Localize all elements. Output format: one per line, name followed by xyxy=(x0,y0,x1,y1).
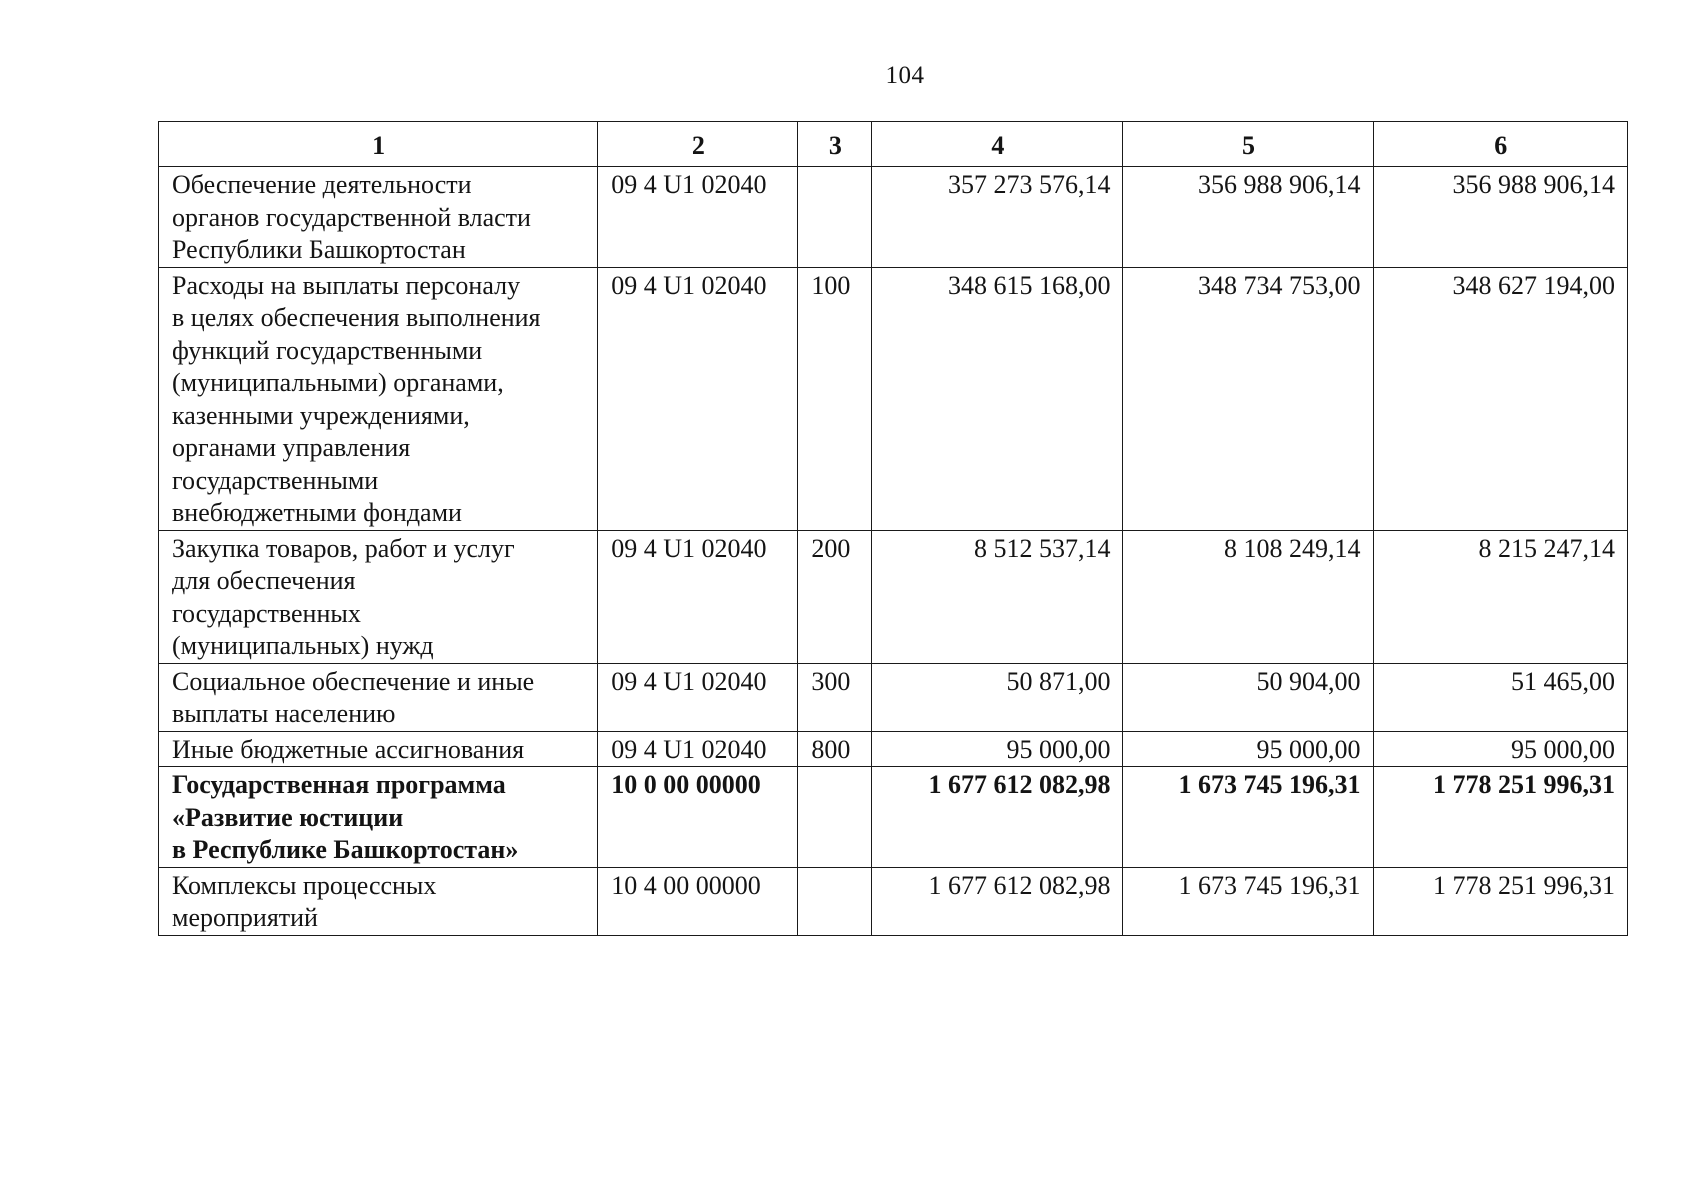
row-name-line: Обеспечение деятельности xyxy=(172,170,472,199)
row-value-4-cell: 1 677 612 082,98 xyxy=(872,767,1123,868)
row-name-line: Государственная программа xyxy=(172,770,506,799)
row-value-5-cell: 1 673 745 196,31 xyxy=(1123,767,1373,868)
row-value-6-cell: 1 778 251 996,31 xyxy=(1373,867,1627,935)
row-type-cell: 300 xyxy=(798,663,872,731)
row-value-5-cell: 50 904,00 xyxy=(1123,663,1373,731)
row-name-line: «Развитие юстиции xyxy=(172,802,404,832)
row-name-cell xyxy=(159,267,598,530)
table-row xyxy=(159,867,1628,935)
row-type-cell: 200 xyxy=(798,530,872,663)
header-col-1: 1 xyxy=(159,122,598,167)
row-name-line: для обеспечения xyxy=(172,566,356,595)
row-name-line: Республики Башкортостан xyxy=(172,235,466,264)
row-value-4-cell: 8 512 537,14 xyxy=(872,530,1123,663)
row-value-6-cell: 356 988 906,14 xyxy=(1373,167,1627,268)
row-value-4-cell: 348 615 168,00 xyxy=(872,267,1123,530)
row-value-5-cell: 8 108 249,14 xyxy=(1123,530,1373,663)
row-code-cell: 09 4 U1 02040 xyxy=(598,267,798,530)
row-type-cell xyxy=(798,867,872,935)
row-value-5-cell: 1 673 745 196,31 xyxy=(1123,867,1373,935)
row-name-line: (муниципальными) органами, xyxy=(172,368,504,397)
row-code-cell: 09 4 U1 02040 xyxy=(598,167,798,268)
row-name-line: Расходы на выплаты персоналу xyxy=(172,270,521,300)
row-name-line: казенными учреждениями, xyxy=(172,400,470,430)
row-name-line: Иные бюджетные ассигнования xyxy=(172,734,525,764)
row-value-5-cell: 95 000,00 xyxy=(1123,731,1373,767)
row-code-cell: 09 4 U1 02040 xyxy=(598,530,798,663)
row-name-cell xyxy=(159,663,598,731)
row-name-line: в Республике Башкортостан» xyxy=(172,835,519,864)
row-name-line: функций государственными xyxy=(172,335,483,365)
row-code-cell: 10 0 00 00000 xyxy=(598,767,798,868)
row-value-4-cell: 357 273 576,14 xyxy=(872,167,1123,268)
row-name-line: государственными xyxy=(172,465,379,495)
row-name-line: мероприятий xyxy=(172,903,318,932)
row-code-cell: 09 4 U1 02040 xyxy=(598,731,798,767)
row-value-6-cell: 1 778 251 996,31 xyxy=(1373,767,1627,868)
row-name-line: внебюджетными фондами xyxy=(172,498,462,527)
row-name-line: органов государственной власти xyxy=(172,202,531,232)
header-col-6: 6 xyxy=(1373,122,1627,167)
row-name-cell xyxy=(159,731,598,767)
table-body xyxy=(159,167,1628,936)
row-value-6-cell: 8 215 247,14 xyxy=(1373,530,1627,663)
row-name-line: Закупка товаров, работ и услуг xyxy=(172,533,515,563)
row-value-4-cell: 50 871,00 xyxy=(872,663,1123,731)
row-type-cell xyxy=(798,167,872,268)
row-value-6-cell: 51 465,00 xyxy=(1373,663,1627,731)
row-name-line: государственных xyxy=(172,598,361,628)
header-col-2: 2 xyxy=(598,122,798,167)
budget-table xyxy=(158,121,1628,936)
row-type-cell: 800 xyxy=(798,731,872,767)
row-value-5-cell: 356 988 906,14 xyxy=(1123,167,1373,268)
table-row xyxy=(159,663,1628,731)
page-number: 104 xyxy=(885,62,925,89)
row-value-5-cell: 348 734 753,00 xyxy=(1123,267,1373,530)
row-value-4-cell: 95 000,00 xyxy=(872,731,1123,767)
row-type-cell xyxy=(798,767,872,868)
row-name-cell xyxy=(159,167,598,268)
header-col-5: 5 xyxy=(1123,122,1373,167)
row-value-6-cell: 348 627 194,00 xyxy=(1373,267,1627,530)
row-name-line: в целях обеспечения выполнения xyxy=(172,303,541,332)
header-col-4: 4 xyxy=(872,122,1123,167)
row-name-cell xyxy=(159,530,598,663)
row-name-line: Комплексы процессных xyxy=(172,870,437,900)
row-name-line: выплаты населению xyxy=(172,699,396,728)
row-name-line: (муниципальных) нужд xyxy=(172,631,434,660)
row-value-4-cell: 1 677 612 082,98 xyxy=(872,867,1123,935)
row-name-line: Социальное обеспечение и иные xyxy=(172,666,535,696)
row-value-6-cell: 95 000,00 xyxy=(1373,731,1627,767)
table-row xyxy=(159,767,1628,868)
header-col-3: 3 xyxy=(798,122,872,167)
row-name-line: органами управления xyxy=(172,433,411,462)
row-code-cell: 09 4 U1 02040 xyxy=(598,663,798,731)
row-code-cell: 10 4 00 00000 xyxy=(598,867,798,935)
row-type-cell: 100 xyxy=(798,267,872,530)
table-row xyxy=(159,267,1628,530)
table-row xyxy=(159,167,1628,268)
row-name-cell xyxy=(159,867,598,935)
table-row xyxy=(159,530,1628,663)
row-name-cell xyxy=(159,767,598,868)
table-header-row xyxy=(159,122,1628,167)
table-row xyxy=(159,731,1628,767)
